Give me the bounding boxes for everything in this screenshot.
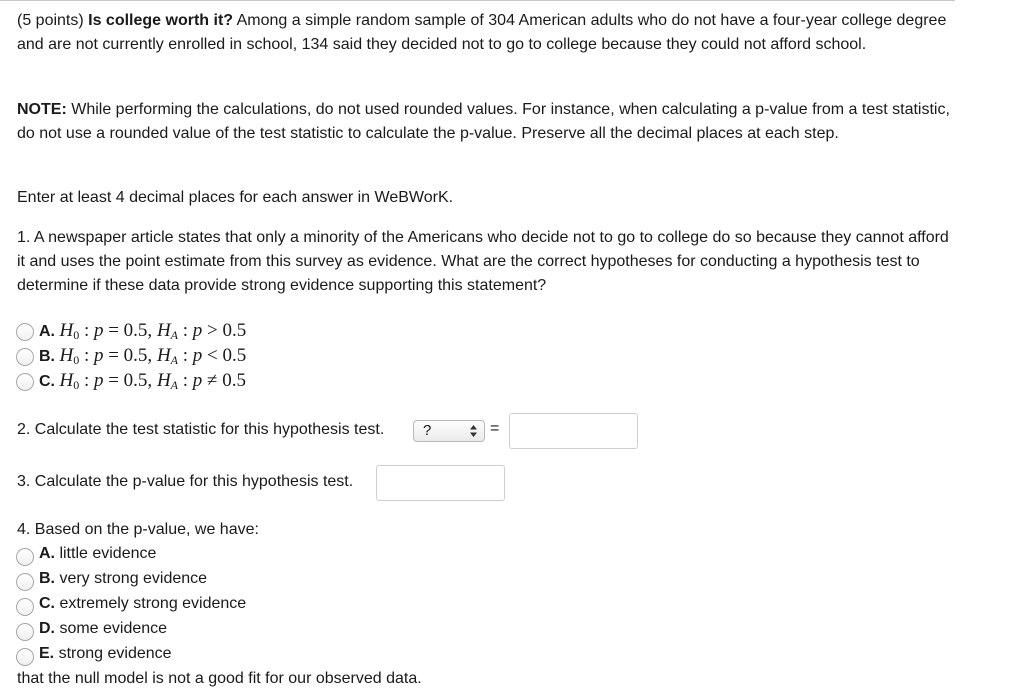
question-4-text: 4. Based on the p-value, we have: [17,521,259,538]
colon: : [178,370,193,391]
null-value: = 0.5, [103,320,157,341]
option-letter: E. [39,645,55,662]
h0-symbol: H [59,370,74,391]
hypothesis-math [59,345,246,366]
intro-text: Among a simple random sample of 304 American adults who do not have a four-year college degree and are not currently enrolled in school, 134 said they decided not to go to college because they could not afford school. [17,12,947,53]
q4-radio-c[interactable] [16,598,34,616]
problem-title: Is college worth it? [88,12,234,29]
note-label: NOTE: [17,101,67,118]
option-label: extremely strong evidence [55,595,247,612]
h0-symbol: H [59,320,74,341]
option-letter: B. [39,348,55,365]
option-letter: D. [39,620,55,637]
select-value: ? [423,422,432,439]
null-value: = 0.5, [103,345,157,366]
q1-option-c [39,370,246,393]
question-2-text: 2. Calculate the test statistic for this hypothesis test. [17,421,385,438]
p-symbol: p [93,370,104,391]
option-letter: A. [39,323,55,340]
q1-option-a [39,320,246,343]
colon: : [178,320,193,341]
q1-option-b [39,345,246,368]
hypothesis-math [59,320,246,341]
colon: : [178,345,193,366]
q1-radio-a[interactable] [16,323,34,341]
ha-symbol: H [156,345,171,366]
question-1-text: 1. A newspaper article states that only a minority of the Americans who decide not to go to college do so because they cannot afford it and uses the point estimate from this survey as evidence. What are the correct hypotheses for conducting a hypothesis test to determine if these data provide strong evidence supporting this statement? [17,229,949,294]
h0-symbol: H [59,345,74,366]
colon: : [79,320,94,341]
hypothesis-math [59,370,246,391]
test-statistic-input[interactable] [509,413,638,449]
q1-radio-b[interactable] [16,348,34,366]
q4-radio-d[interactable] [16,623,34,641]
alternative-relation: ≠ 0.5 [202,370,246,391]
ha-symbol: H [156,320,171,341]
q4-radio-b[interactable] [16,573,34,591]
option-letter: B. [39,570,55,587]
p-value-input[interactable] [376,465,505,501]
select-arrows-icon [469,424,478,438]
option-letter: A. [39,545,55,562]
colon: : [79,370,94,391]
option-label: little evidence [55,545,157,562]
q4-option-a [39,545,156,563]
problem-intro [17,9,957,57]
points-label: (5 points) [17,12,89,29]
note-paragraph [17,98,957,146]
q4-radio-a[interactable] [16,548,34,566]
question-3-text: 3. Calculate the p-value for this hypothesis test. [17,473,354,490]
top-divider [0,0,955,1]
note-text: While performing the calculations, do not used rounded values. For instance, when calculating a p-value from a test statistic, do not use a rounded value of the test statistic to calculate the p-value. Preserve all the decimal places at each step. [17,101,950,142]
alternative-relation: < 0.5 [202,345,247,366]
equals-sign: = [490,420,500,437]
p-symbol: p [192,370,203,391]
h0-subscript: 0 [73,353,80,367]
q4-radio-e[interactable] [16,648,34,666]
q4-option-e [39,645,172,663]
q1-radio-c[interactable] [16,373,34,391]
ha-subscript: A [170,378,179,392]
decimal-instruction: Enter at least 4 decimal places for each answer in WeBWorK. [17,189,454,206]
ha-subscript: A [170,328,179,342]
null-value: = 0.5, [103,370,157,391]
option-letter: C. [39,595,55,612]
ha-subscript: A [170,353,179,367]
colon: : [79,345,94,366]
p-symbol: p [93,320,104,341]
h0-subscript: 0 [73,378,80,392]
option-letter: C. [39,373,55,390]
q4-option-d [39,620,167,638]
ha-symbol: H [156,370,171,391]
q4-option-c [39,595,246,613]
question-4-trailer: that the null model is not a good fit for our observed data. [17,670,422,687]
p-symbol: p [93,345,104,366]
option-label: very strong evidence [55,570,208,587]
p-symbol: p [192,345,203,366]
q4-option-b [39,570,207,588]
alternative-relation: > 0.5 [202,320,247,341]
h0-subscript: 0 [73,328,80,342]
test-statistic-select[interactable] [413,420,485,442]
option-label: strong evidence [54,645,172,662]
p-symbol: p [192,320,203,341]
option-label: some evidence [55,620,168,637]
